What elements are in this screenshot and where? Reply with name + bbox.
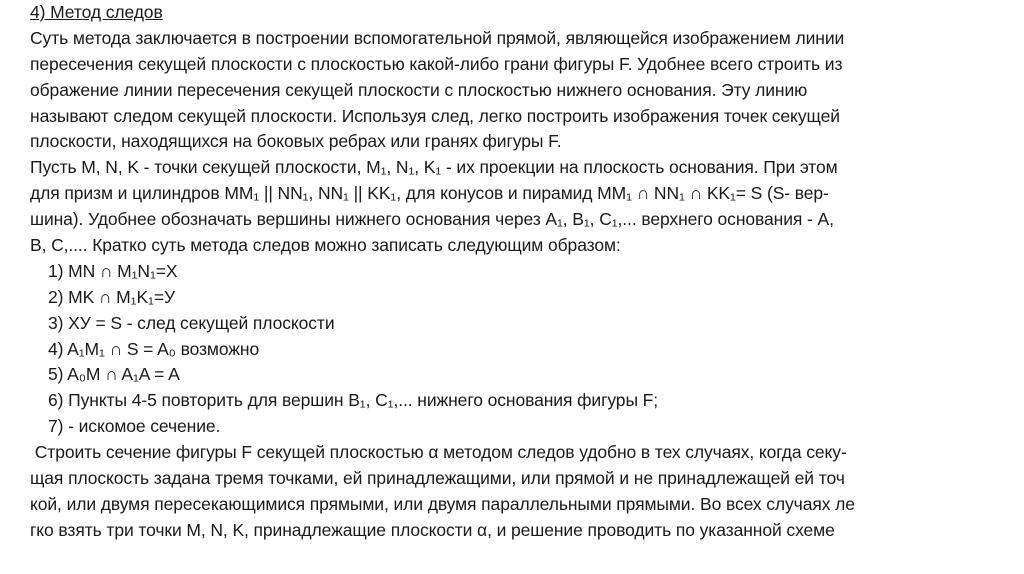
step-item: 1) MN ∩ M₁N₁=X	[48, 260, 178, 281]
closing-line: щая плоскость задана тремя точками, ей принадлежащими, или прямой и не принадлежащей ей точ	[30, 468, 845, 489]
closing-line: гко взять три точки M, N, K, принадлежащие плоскости α, и решение проводить по указанной схеме	[30, 519, 835, 540]
intro-line: пересечения секущей плоскости с плоскостью какой-либо грани фигуры F. Удобнее всего строить из	[30, 53, 843, 74]
step-item: 3) XУ = S - след секущей плоскости	[48, 312, 335, 333]
step-item: 7) - искомое сечение.	[48, 416, 221, 437]
intro-line: B, C,.... Кратко суть метода следов можно записать следующим образом:	[30, 235, 621, 256]
intro-line: ображение линии пересечения секущей плоскости с плоскостью нижнего основания. Эту линию	[30, 79, 808, 100]
step-item: 4) A₁M₁ ∩ S = A₀ возможно	[48, 338, 260, 359]
section-heading: 4) Метод следов	[30, 2, 163, 22]
intro-line: Суть метода заключается в построении вспомогательной прямой, являющейся изображением линии	[30, 27, 845, 48]
intro-line: шина). Удобнее обозначать вершины нижнего основания через A₁, B₁, C₁,... верхнего основания - A,	[30, 209, 834, 230]
closing-line: кой, или двумя пересекающимися прямыми, или двумя параллельными прямыми. Во всех случаях ле	[30, 493, 855, 514]
intro-line: плоскости, находящихся на боковых ребрах или гранях фигуры F.	[30, 131, 562, 152]
step-item: 2) MK ∩ M₁K₁=У	[48, 286, 175, 307]
step-item: 5) A₀M ∩ A₁A = A	[48, 364, 180, 385]
closing-line: Строить сечение фигуры F секущей плоскостью α методом следов удобно в тех случаях, когда секу-	[30, 442, 847, 463]
intro-line: для призм и цилиндров MM₁ || NN₁, NN₁ || KK₁, для конусов и пирамид MM₁ ∩ NN₁ ∩ KK₁= S (S- вер-	[30, 183, 829, 204]
intro-line: Пусть M, N, K - точки секущей плоскости, M₁, N₁, K₁ - их проекции на плоскость основания. При этом	[30, 157, 838, 178]
step-item: 6) Пункты 4-5 повторить для вершин B₁, C₁,... нижнего основания фигуры F;	[48, 390, 659, 411]
intro-line: называют следом секущей плоскости. Используя след, легко построить изображения точек секущей	[30, 105, 840, 126]
slide-text-body	[30, 0, 1020, 574]
